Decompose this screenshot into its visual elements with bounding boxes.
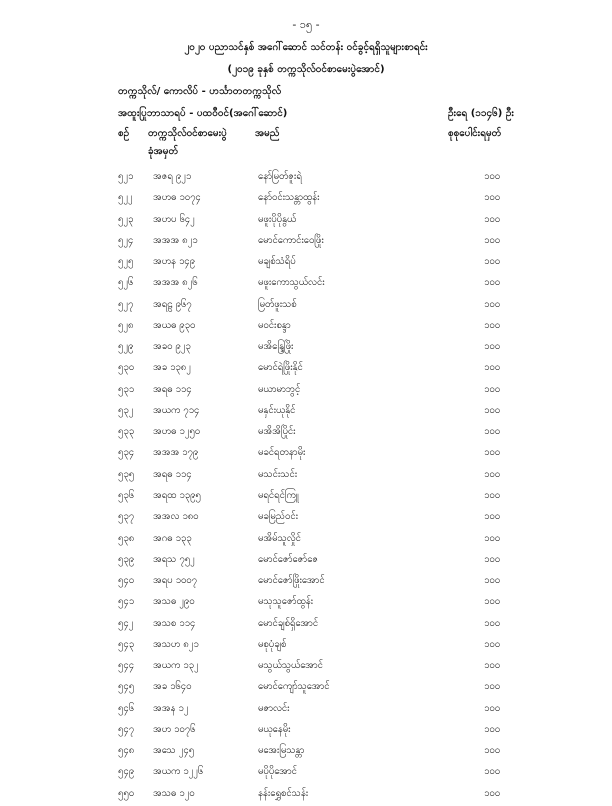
row-total-marks: ၁၀၀ — [484, 787, 501, 799]
row-total-marks: ၁၀၀ — [484, 234, 501, 246]
row-name: မောင်ကောင်းဝေဖြိုး — [258, 234, 324, 246]
row-exam-seat: အရဠ ၉၆၇ — [153, 298, 192, 310]
row-number: ၅၃၁ — [118, 383, 135, 395]
row-number: ၅၂၆ — [118, 277, 134, 289]
table-row — [0, 338, 612, 359]
row-exam-seat: အရဓ ၁၁၄ — [153, 468, 192, 480]
table-row — [0, 721, 612, 742]
row-total-marks: ၁၀၀ — [484, 447, 501, 459]
table-row — [0, 636, 612, 657]
row-number: ၅၄၅ — [118, 681, 135, 693]
row-exam-seat: အသေ ၂၄၅ — [153, 745, 195, 757]
table-row — [0, 593, 612, 614]
row-exam-seat: အဇရ ၉၂၁ — [153, 171, 192, 182]
row-total-marks: ၁၀၀ — [484, 532, 501, 544]
table-row — [0, 423, 612, 444]
document-title: ၂၀၂၀ ပညာသင်နှစ် အဂေါ်ဆောင် သင်တန်း ဝင်ခွင့်ရရှိသူများစာရင်း — [184, 42, 428, 53]
row-exam-seat: အရသ ၇၅၂ — [153, 553, 195, 565]
table-row — [0, 615, 612, 636]
row-total-marks: ၁၀၀ — [484, 404, 501, 416]
row-total-marks: ၁၀၀ — [484, 745, 501, 757]
row-number: ၅၅၀ — [118, 787, 135, 799]
table-row — [0, 742, 612, 763]
row-name: မရင်ရင်ကြူ — [258, 489, 299, 501]
row-total-marks: ၁၀၀ — [484, 617, 501, 629]
table-row — [0, 359, 612, 380]
row-exam-seat: အအအ ၁၇၉ — [153, 447, 199, 459]
row-exam-seat: အယက ၇၁၄ — [153, 404, 200, 416]
document-subtitle: (၂၀၁၉ ခုနှစ် တက္ကသိုလ်ဝင်စာမေးပွဲအောင်) — [227, 64, 385, 75]
row-name: မယာမာဘွင့် — [258, 383, 301, 395]
table-row — [0, 700, 612, 721]
row-name: နန်းရွှေစင်သန်း — [258, 787, 309, 799]
row-exam-seat: အသဟ ၈၂၁ — [153, 638, 199, 650]
row-total-marks: ၁၀၀ — [484, 660, 501, 672]
table-row — [0, 253, 612, 274]
row-exam-seat: အရပ ၁၀၀၇ — [153, 575, 197, 587]
row-name: မောင်ရဲဖြိုးနိုင် — [258, 362, 303, 374]
table-row — [0, 572, 612, 593]
table-row — [0, 466, 612, 487]
row-exam-seat: အသဓ ၂၉၀ — [153, 596, 195, 608]
row-name: မနှင်းယုနိုင် — [258, 404, 296, 416]
header-exam-seat: တက္ကသိုလ်ဝင်စာမေးပွဲ — [148, 128, 227, 139]
row-number: ၅၄၂ — [118, 617, 134, 629]
table-row — [0, 274, 612, 295]
row-name: မြတ်ဖူးသစ် — [258, 298, 297, 310]
row-name: မစုပုံချစ် — [258, 638, 287, 650]
table-row — [0, 551, 612, 572]
row-number: ၅၃၅ — [118, 468, 135, 480]
row-exam-seat: အဟဓ ၁၂၅၀ — [153, 426, 201, 438]
table-row — [0, 381, 612, 402]
row-total-marks: ၁၀၀ — [484, 298, 501, 310]
row-exam-seat: အသဓ ၁၂၀ — [153, 787, 195, 799]
row-total-marks: ၁၀၀ — [484, 256, 501, 268]
row-name: မသွယ်သွယ်အောင် — [258, 660, 323, 672]
row-total-marks: ၁၀၀ — [484, 489, 501, 501]
table-row — [0, 508, 612, 529]
row-name: မအိန္ဒြေဖြိုး — [258, 341, 294, 353]
student-list — [0, 168, 612, 806]
row-number: ၅၃၄ — [118, 447, 135, 459]
row-total-marks: ၁၀၀ — [484, 702, 501, 714]
row-number: ၅၃၆ — [118, 489, 135, 501]
table-row — [0, 402, 612, 423]
row-exam-seat: အဂဓ ၁၃၃ — [153, 532, 192, 544]
row-name: မောင်ဇော်ဇော်ဇေ — [258, 553, 318, 565]
row-number: ၅၂၉ — [118, 341, 134, 353]
row-name: မသင်းသင်း — [258, 468, 298, 480]
row-exam-seat: အခ ၁၃၈၂ — [153, 362, 191, 374]
row-number: ၅၂၂ — [118, 192, 133, 204]
row-number: ၅၄၆ — [118, 702, 135, 714]
row-number: ၅၄၃ — [118, 638, 135, 650]
row-exam-seat: အဟန ၁၄၉ — [153, 256, 195, 268]
row-name: မောင်ချစ်ရှိအောင် — [258, 617, 319, 629]
row-exam-seat: အအလ ၁၈၀ — [153, 511, 199, 523]
row-total-marks: ၁၀၀ — [484, 553, 501, 565]
row-name: မခင်ရတနာမိုး — [258, 447, 306, 459]
header-total-marks: စုစုပေါင်းရမှတ် — [448, 128, 502, 139]
row-name: မအိမ်သူလှိုင် — [258, 532, 301, 544]
row-name: မအိအိပြိုင်း — [258, 426, 296, 438]
row-name: မောင်ကျော်သူအောင် — [258, 681, 330, 693]
row-name: မအေးမြသန္တာ — [258, 745, 305, 757]
row-total-marks: ၁၀၀ — [484, 362, 501, 374]
row-number: ၅၂၈ — [118, 319, 134, 331]
table-row — [0, 785, 612, 806]
row-exam-seat: အယက ၁၃၂ — [153, 660, 199, 672]
row-total-marks: ၁၀၀ — [484, 213, 501, 225]
row-number: ၅၃၂ — [118, 404, 134, 416]
row-total-marks: ၁၀၀ — [484, 319, 501, 331]
row-total-marks: ၁၀၀ — [484, 171, 501, 182]
table-row — [0, 317, 612, 338]
table-row — [0, 296, 612, 317]
row-total-marks: ၁၀၀ — [484, 596, 501, 608]
row-exam-seat: အဟ ၁၀၇၆ — [153, 723, 196, 735]
row-number: ၅၄၇ — [118, 723, 135, 735]
row-total-marks: ၁၀၀ — [484, 341, 501, 353]
table-row — [0, 678, 612, 699]
row-total-marks: ၁၀၀ — [484, 681, 501, 693]
row-number: ၅၂၃ — [118, 213, 134, 225]
row-exam-seat: အသစ ၁၁၄ — [153, 617, 196, 629]
row-exam-seat: အရဓ ၁၁၄ — [153, 383, 192, 395]
row-name: မဖူးကောသွယ်လင်း — [258, 277, 325, 289]
table-row — [0, 189, 612, 210]
row-name: မဖူးပိုပိုနွယ် — [258, 213, 297, 225]
table-row — [0, 763, 612, 784]
table-row — [0, 487, 612, 508]
row-exam-seat: အဟပ ၆၄၂ — [153, 213, 195, 225]
row-total-marks: ၁၀၀ — [484, 766, 501, 778]
row-number: ၅၄၀ — [118, 575, 135, 587]
row-name: မောင်ဇော်ဖြိုးအောင် — [258, 575, 325, 587]
table-row — [0, 657, 612, 678]
row-exam-seat: အအန ၁၂ — [153, 702, 189, 714]
row-number: ၅၃၀ — [118, 362, 135, 374]
row-exam-seat: အအအ ၈၂၁ — [153, 234, 198, 246]
row-number: ၅၃၉ — [118, 553, 135, 565]
row-name: မဝင်းစန္ဒာ — [258, 319, 291, 331]
table-row — [0, 168, 612, 189]
row-number: ၅၄၁ — [118, 596, 135, 608]
row-number: ၅၄၉ — [118, 766, 135, 778]
row-total-marks: ၁၀၀ — [484, 468, 501, 480]
row-exam-seat: အယက ၁၂၂၆ — [153, 766, 204, 778]
row-number: ၅၃၃ — [118, 426, 135, 438]
row-total-marks: ၁၀၀ — [484, 511, 501, 523]
row-exam-seat: အခ ၁၆၄၀ — [153, 681, 192, 693]
row-number: ၅၂၇ — [118, 298, 134, 310]
row-name: မချစ်သံရိပ် — [258, 256, 296, 268]
row-total-marks: ၁၀၀ — [484, 575, 501, 587]
row-number: ၅၃၇ — [118, 511, 135, 523]
table-row — [0, 444, 612, 465]
row-exam-seat: အရထ ၁၃၉၅ — [153, 489, 201, 501]
row-exam-seat: အအအ ၈၂၆ — [153, 277, 198, 289]
row-name: နော်မြတ်ဇူးရဲ — [258, 171, 302, 182]
row-name: မခမြည်ဝင်း — [258, 511, 298, 523]
header-number: စဉ် — [118, 128, 130, 139]
header-exam-seat-line2: ခုံအမှတ် — [148, 146, 179, 157]
row-number: ၅၂၅ — [118, 256, 134, 268]
total-count-label: ဦးရေ (၁၁၄၆) ဦး — [448, 108, 514, 119]
major-subject-label: အထူးပြုဘာသာရပ် - ပထဝီဝင်(အဂေါ်ဆောင်) — [118, 108, 288, 119]
row-number: ၅၃၈ — [118, 532, 135, 544]
row-total-marks: ၁၀၀ — [484, 426, 501, 438]
row-number: ၅၂၄ — [118, 234, 134, 246]
row-total-marks: ၁၀၀ — [484, 277, 501, 289]
row-name: မပိုပိုအောင် — [258, 766, 297, 778]
row-name: မယုနေမိုး — [258, 723, 291, 735]
table-row — [0, 232, 612, 253]
row-total-marks: ၁၀၀ — [484, 192, 501, 204]
row-number: ၅၄၈ — [118, 745, 135, 757]
row-name: မသုသူဇော်ထွန်း — [258, 596, 314, 608]
table-row — [0, 530, 612, 551]
row-total-marks: ၁၀၀ — [484, 723, 501, 735]
row-number: ၅၄၄ — [118, 660, 135, 672]
row-exam-seat: အဟဓ ၁၀၇၄ — [153, 192, 201, 204]
row-name: နော်ဝင်းသန္တာထွန်း — [258, 192, 320, 204]
row-number: ၅၂၁ — [118, 171, 134, 182]
table-row — [0, 211, 612, 232]
university-label: တက္ကသိုလ်/ ကောလိပ် - ဟင်္သာတတက္ကသိုလ် — [118, 86, 282, 97]
row-total-marks: ၁၀၀ — [484, 638, 501, 650]
row-total-marks: ၁၀၀ — [484, 383, 501, 395]
page-number: - ၁၅ - — [292, 18, 320, 31]
row-exam-seat: အခဝ ၉၂၃ — [153, 341, 191, 353]
row-exam-seat: အယဓ ၉၃၀ — [153, 319, 196, 331]
row-name: မဇာလင်း — [258, 702, 290, 714]
header-name: အမည် — [255, 128, 280, 139]
